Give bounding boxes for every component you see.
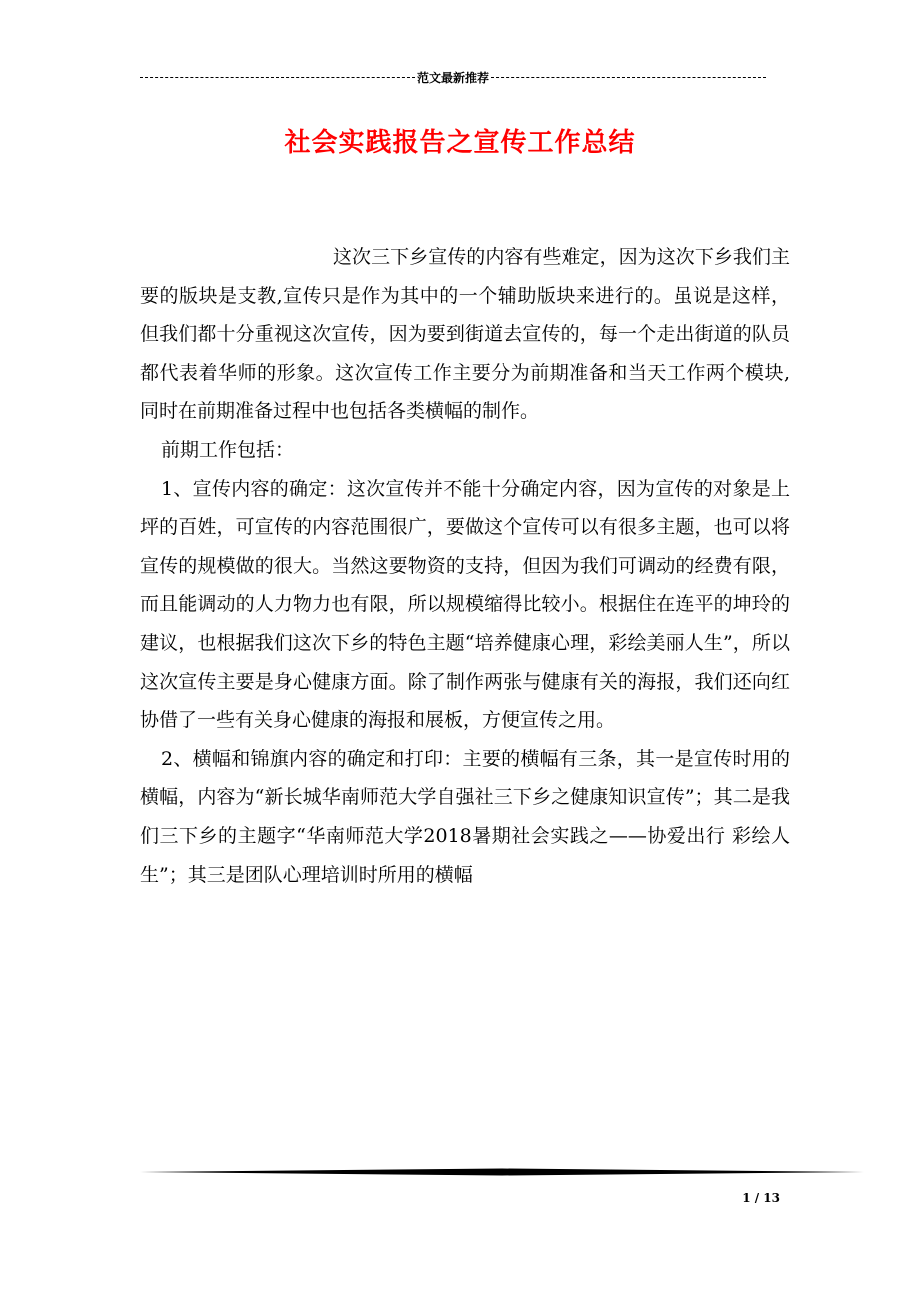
page-header xyxy=(140,68,766,86)
paragraph-preparation-heading: 前期工作包括： xyxy=(161,438,295,461)
page-number: 1 / 13 xyxy=(742,1191,780,1205)
paragraph-item-1: 1、宣传内容的确定：这次宣传并不能十分确定内容，因为宣传的对象是上坪的百姓，可宣传的内容范围很广，要做这个宣传可以有很多主题，也可以将宣传的规模做的很大。当然这要物资的支持，但因为我们可调动的经费有限，而且能调动的人力物力也有限，所以规模缩得比较小。根据住在连平的坤玲的建议，也根据我们这次下乡的特色主题“培养健康心理，彩绘美丽人生”，所以这次宣传主要是身心健康方面。除了制作两张与健康有关的海报，我们还向红协借了一些有关身心健康的海报和展板，方便宣传之用。 xyxy=(140,477,790,732)
document-title: 社会实践报告之宣传工作总结 xyxy=(284,128,636,158)
header-label: 范文最新推荐 xyxy=(417,70,490,85)
paragraph-intro: 这次三下乡宣传的内容有些难定，因为这次下乡我们主要的版块是支教,宣传只是作为其中的一个辅助版块来进行的。虽说是这样，但我们都十分重视这次宣传，因为要到街道去宣传的，每一个走出街道的队员都代表着华师的形象。这次宣传工作主要分为前期准备和当天工作两个模块,同时在前期准备过程中也包括各类横幅的制作。 xyxy=(140,246,790,423)
document-body xyxy=(140,238,790,894)
header-dash-left xyxy=(140,77,415,78)
footer-divider xyxy=(140,1168,864,1176)
header-dash-right xyxy=(491,77,766,78)
paragraph-item-2: 2、横幅和锦旗内容的确定和打印：主要的横幅有三条，其一是宣传时用的横幅，内容为“新长城华南师范大学自强社三下乡之健康知识宣传”；其二是我们三下乡的主题字“华南师范大学2018暑期社会实践之——协爱出行 彩绘人生”；其三是团队心理培训时所用的横幅 xyxy=(140,747,790,886)
